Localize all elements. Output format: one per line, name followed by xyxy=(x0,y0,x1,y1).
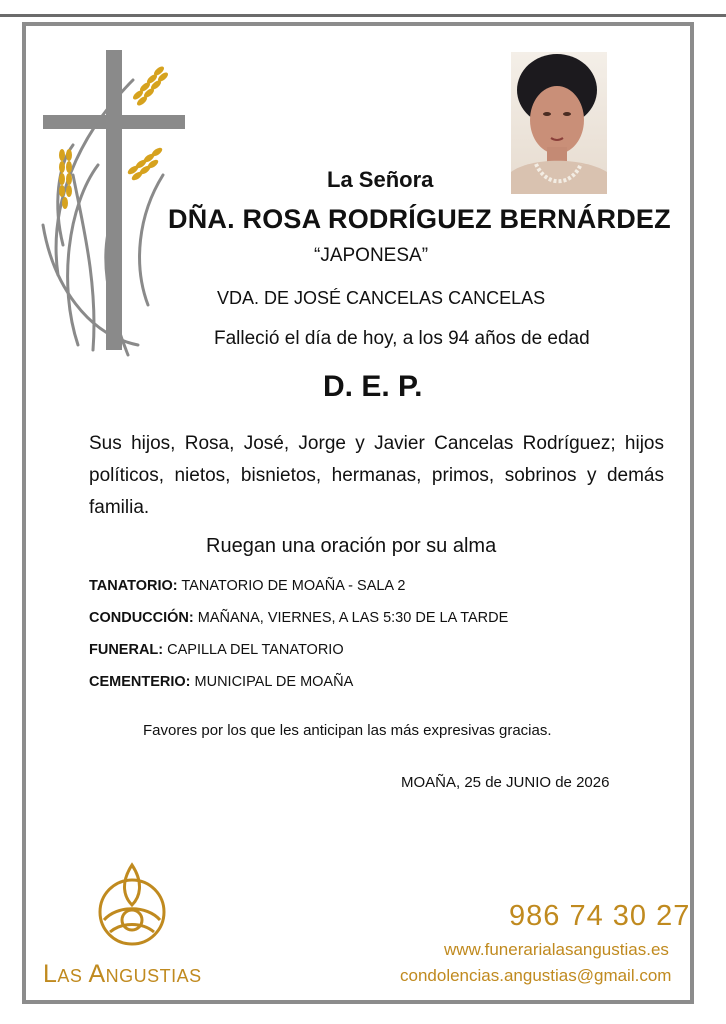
cross-wheat-icon xyxy=(38,45,188,365)
detail-tanatorio xyxy=(89,578,405,594)
detail-conduccion xyxy=(89,610,508,626)
detail-value: TANATORIO DE MOAÑA - SALA 2 xyxy=(181,578,406,594)
detail-value: MAÑANA, VIERNES, A LAS 5:30 DE LA TARDE xyxy=(197,610,509,626)
website-link[interactable]: www.funerarialasangustias.es xyxy=(444,940,669,959)
place-date: MOAÑA, 25 de JUNIO de 2026 xyxy=(401,774,610,791)
logo-text: Las Angustias xyxy=(43,960,202,988)
detail-cementerio xyxy=(89,674,353,690)
detail-label: CONDUCCIÓN: xyxy=(89,610,194,626)
portrait-image xyxy=(511,52,607,194)
phone-number[interactable]: 986 74 30 27 xyxy=(509,900,691,932)
detail-funeral xyxy=(89,642,344,658)
family-text: Sus hijos, Rosa, José, Jorge y Javier Cancelas Rodríguez; hijos políticos, nietos, bisnietos, hermanas, primos, sobrinos y demás familia. xyxy=(89,433,664,518)
nickname: “JAPONESA” xyxy=(314,245,429,266)
thanks-text: Favores por los que les anticipan las más expresivas gracias. xyxy=(143,722,552,739)
honorific: La Señora xyxy=(327,167,434,192)
deceased-name: DÑA. ROSA RODRÍGUEZ BERNÁRDEZ xyxy=(168,204,671,234)
detail-label: FUNERAL: xyxy=(89,642,164,658)
widow-of: VDA. DE JOSÉ CANCELAS CANCELAS xyxy=(217,288,546,308)
detail-label: TANATORIO: xyxy=(89,578,178,594)
top-rule xyxy=(0,14,726,17)
las-angustias-logo-icon xyxy=(92,860,172,955)
prayer-text: Ruegan una oración por su alma xyxy=(206,535,497,557)
rip-heading: D. E. P. xyxy=(323,370,423,403)
detail-label: CEMENTERIO: xyxy=(89,674,191,690)
detail-value: MUNICIPAL DE MOAÑA xyxy=(194,674,354,690)
email-link[interactable]: condolencias.angustias@gmail.com xyxy=(400,966,672,985)
portrait-photo xyxy=(511,52,607,194)
detail-value: CAPILLA DEL TANATORIO xyxy=(167,642,344,658)
passing-notice: Falleció el día de hoy, a los 94 años de edad xyxy=(214,328,590,349)
